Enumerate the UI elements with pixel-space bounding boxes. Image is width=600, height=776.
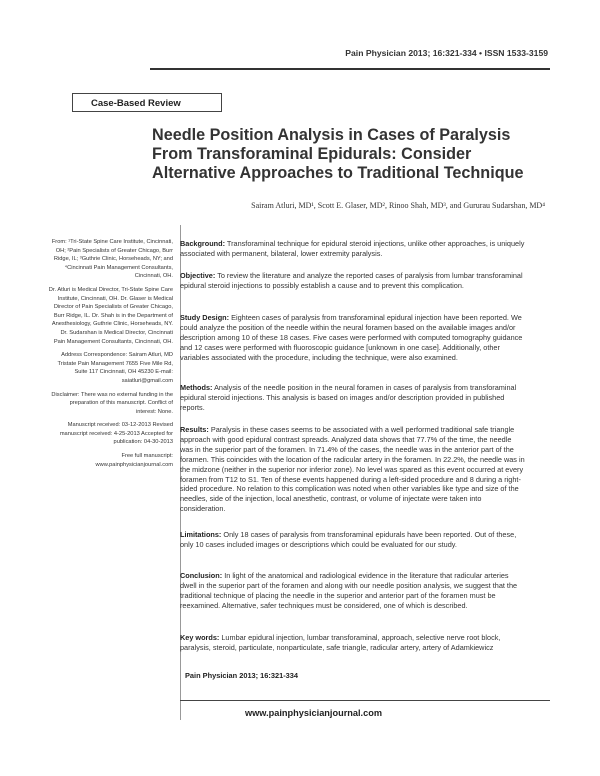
abstract-conclusion (180, 571, 526, 611)
background-text: Transforaminal technique for epidural steroid injections, unlike other approaches, is uniquely associated with permanent, bilateral, lower extremity paralysis. (180, 239, 525, 258)
author-positions: Dr. Atluri is Medical Director, Tri-State Spine Care Institute, Cincinnati, OH. Dr. Glaser is Medical Director of Pain Specialists of Greater Chicago, Burr Ridge, IL. Dr. Shah is in the Department of Anesthesiology, Guthrie Clinic, Horseheads, NY. Dr. Sudarshan is Medical Director, Cincinnati Pain Management Consultants, Cincinnati, OH. (48, 286, 173, 345)
objective-text: To review the literature and analyze the reported cases of paralysis from lumbar transforaminal epidural steroid injections to possibly establish a cause and to prevent this complication. (180, 271, 523, 290)
results-label: Results: (180, 425, 209, 434)
abstract-limitations (180, 530, 526, 550)
disclaimer: Disclaimer: There was no external funding in the preparation of this manuscript. Conflict of interest: None. (51, 391, 173, 415)
abstract-keywords (180, 633, 526, 653)
header-rule (150, 68, 550, 70)
results-text: Paralysis in these cases seems to be associated with a well performed traditional safe triangle approach with good epidural contrast spreads. Analyzed data shows that 77.7% of the time, the needle was in the superior part of the foramen. In 71.4% of the cases, the needle was in the anterior part of the foramen. This coincides with the location of the radicular artery in the foramen. In 22.2%, the needle was in the midzone (neither in the superior nor inferior zone). No level was spared as this event occurred at every foramen from T12 to S1. Ten of these events happened during a left-sided procedure and 8 during a right-sided procedure. No relation to this complication was noted when other variables like type and size of the needles, side of the injection, local anesthetic, contrast, or volume of injectate were taken into consideration. (180, 425, 525, 514)
background-label: Background: (180, 239, 225, 248)
limitations-label: Limitations: (180, 530, 222, 539)
free-manuscript-link: Free full manuscript: www.painphysicianjournal.com (95, 453, 173, 468)
abstract-objective (180, 271, 526, 291)
section-label: Case-Based Review (72, 93, 222, 112)
correspondence: Address Correspondence: Sairam Atluri, MD Tristate Pain Management 7655 Five Mile Rd, Suite 117 Cincinnati, OH 45230 E-mail: saiatluri@gmail.com (57, 352, 173, 384)
keywords-label: Key words: (180, 633, 220, 642)
abstract-study-design (180, 313, 526, 363)
limitations-text: Only 18 cases of paralysis from transforaminal epidurals have been reported. Out of these, only 10 cases included images or descriptions which could be evaluated for our study. (180, 530, 517, 549)
design-text: Eighteen cases of paralysis from transforaminal epidural injection have been reported. We could analyze the position of the needle within the neural foramen based on the available images and/or description among 10 of these 18 cases. Five cases were performed with computed tomography guidance and 12 cases were performed with fluoroscopic guidance [unknown in one case]. Additionally, other variables associated with the procedure, including the technique, were also examined. (180, 313, 523, 362)
author-list: Sairam Atluri, MD¹, Scott E. Glaser, MD², Rinoo Shah, MD³, and Gururau Sudarshan, MD⁴ (251, 201, 545, 210)
journal-citation-header: Pain Physician 2013; 16:321-334 • ISSN 1533-3159 (345, 48, 548, 58)
abstract-results (180, 425, 526, 514)
sidebar-notes (48, 238, 173, 474)
conclusion-text: In light of the anatomical and radiological evidence in the literature that radicular arteries dwell in the superior part of the foramen and along with our needle position analysis, we suggest that the traditional technique of placing the needle in the superior and anterior part of the foramen must be reexamined. Alternative, safer techniques must be considered, one of which is described. (180, 571, 518, 610)
methods-label: Methods: (180, 383, 213, 392)
objective-label: Objective: (180, 271, 216, 280)
design-label: Study Design: (180, 313, 230, 322)
abstract-background (180, 239, 526, 259)
affiliations: From: ¹Tri-State Spine Care Institute, Cincinnati, OH; ²Pain Specialists of Greater Chicago, Burr Ridge, IL; ³Guthrie Clinic, Horseheads, NY; and ⁴Cincinnati Pain Management Consultants, Cincinnati, OH. (51, 239, 173, 280)
journal-website-link[interactable]: www.painphysicianjournal.com (245, 708, 382, 718)
footer-rule (180, 700, 550, 701)
keywords-text: Lumbar epidural injection, lumbar transforaminal, approach, selective nerve root block, paralysis, steroid, particulate, nonparticulate, safe triangle, radicular artery, artery of Adamkiewicz (180, 633, 501, 652)
abstract (180, 231, 526, 691)
abstract-methods (180, 383, 526, 413)
methods-text: Analysis of the needle position in the neural foramen in cases of paralysis from transforaminal epidural steroid injections. This analysis is based on images and/or description provided in published reports. (180, 383, 517, 412)
footer-citation: Pain Physician 2013; 16:321-334 (185, 671, 298, 680)
article-title: Needle Position Analysis in Cases of Paralysis From Transforaminal Epidurals: Consider Alternative Approaches to Traditional Technique (152, 126, 524, 182)
conclusion-label: Conclusion: (180, 571, 223, 580)
manuscript-dates: Manuscript received: 03-12-2013 Revised manuscript received: 4-25-2013 Accepted for publication: 04-30-2013 (59, 422, 173, 446)
